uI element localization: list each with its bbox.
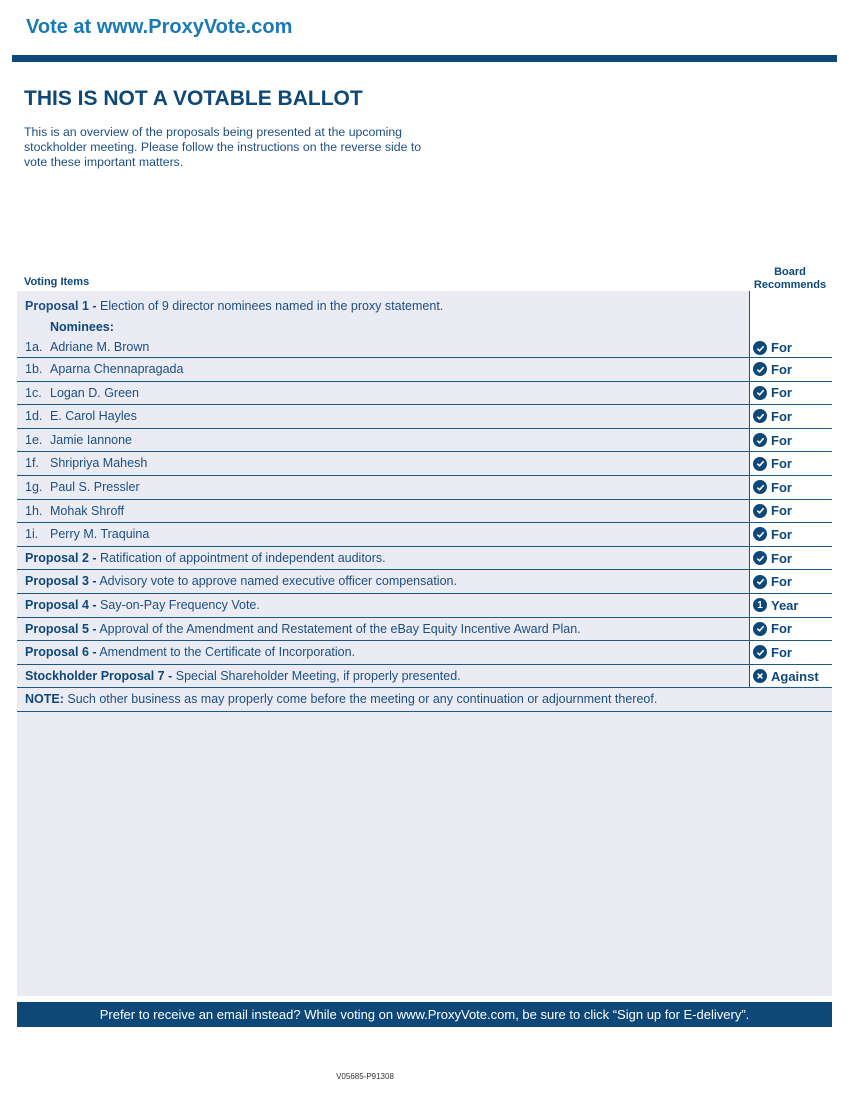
nominee-number: 1e. (25, 432, 43, 447)
intro-paragraph: This is an overview of the proposals being presented at the upcoming stockholder meeting. Please follow the instructions on the reverse side to vote these important matters. (24, 125, 422, 169)
check-circle-icon (753, 575, 767, 589)
check-circle-icon (753, 341, 767, 355)
recommendation-for (749, 358, 832, 381)
recommendation-for (749, 382, 832, 405)
proposal-text: Say-on-Pay Frequency Vote. (100, 597, 260, 612)
nominee-number: 1g. (25, 479, 43, 494)
nominee-number: 1c. (25, 385, 42, 400)
proposal-label: Proposal 5 - (25, 621, 97, 636)
proposal-row (17, 570, 832, 594)
proposal-text: Special Shareholder Meeting, if properly presented. (175, 668, 461, 683)
nominee-number: 1h. (25, 503, 43, 518)
recommendation-label: For (771, 550, 792, 566)
recommendation-label: For (771, 340, 792, 355)
recommendation (749, 570, 832, 593)
recommendation-for (749, 405, 832, 428)
proposal-row (17, 618, 832, 642)
recommendation-for (749, 476, 832, 499)
note-label: NOTE: (25, 692, 64, 707)
proposal-1-row (17, 291, 832, 358)
nominee-number: 1a. (25, 340, 43, 354)
check-circle-icon (753, 362, 767, 376)
check-circle-icon (753, 551, 767, 565)
check-circle-icon (753, 386, 767, 400)
proposal-label: Proposal 2 - (25, 550, 97, 565)
column-header-board-recommends (749, 266, 831, 292)
nominee-row (17, 523, 832, 547)
column-header-voting-items: Voting Items (24, 276, 90, 288)
e-delivery-banner: Prefer to receive an email instead? While voting on www.ProxyVote.com, be sure to click “Sign up for E-delivery”. (17, 1002, 832, 1027)
check-circle-icon (753, 433, 767, 447)
recommendation-label: For (771, 574, 792, 590)
nominee-name: Perry M. Traquina (50, 527, 150, 542)
recommendation-for (749, 452, 832, 475)
voting-items-table (17, 291, 832, 712)
recommendation-label: For (771, 456, 792, 472)
board-label: Board (774, 266, 806, 278)
recommendation (749, 594, 832, 617)
check-circle-icon (753, 645, 767, 659)
nominee-number: 1f. (25, 456, 39, 471)
nominee-row (17, 429, 832, 453)
proposal-text: Approval of the Amendment and Restatement of the eBay Equity Incentive Award Plan. (99, 621, 581, 636)
proposal-label: Proposal 3 - (25, 574, 97, 589)
proposal-row (17, 665, 832, 689)
recommendation-label: For (771, 408, 792, 424)
proposal-row (17, 547, 832, 571)
nominee-row (17, 405, 832, 429)
nominee-name: Mohak Shroff (50, 503, 125, 518)
nominees-label: Nominees: (50, 320, 114, 334)
note-row (17, 688, 832, 712)
recommendation-label: Year (771, 597, 799, 613)
recommendation-label: For (771, 621, 792, 637)
proposal-row (17, 641, 832, 665)
nominee-row (17, 500, 832, 524)
proposal-1-text: Election of 9 director nominees named in the proxy statement. (100, 299, 444, 313)
nominee-number: 1b. (25, 362, 43, 376)
proposal-1-label: Proposal 1 - (25, 299, 97, 313)
proposal-row (17, 594, 832, 618)
proposal-text: Amendment to the Certificate of Incorporation. (99, 645, 356, 660)
recommendation (749, 665, 832, 688)
recommendation (749, 547, 832, 570)
proposal-text: Ratification of appointment of independent auditors. (100, 550, 386, 565)
recommendation-label: For (771, 432, 792, 448)
nominee-name: Jamie Iannone (50, 432, 133, 447)
recommendation-for (749, 500, 832, 523)
check-circle-icon (753, 504, 767, 518)
check-circle-icon (753, 622, 767, 636)
nominee-name: E. Carol Hayles (50, 409, 137, 424)
nominee-name: Aparna Chennapragada (50, 362, 184, 376)
nominee-row (17, 452, 832, 476)
nominee-row (17, 476, 832, 500)
recommendation (749, 641, 832, 664)
recommendation-label: Against (771, 668, 819, 684)
vote-url-header: Vote at www.ProxyVote.com (26, 16, 293, 38)
proposal-label: Proposal 6 - (25, 645, 97, 660)
check-circle-icon (753, 480, 767, 494)
check-circle-icon (753, 457, 767, 471)
recommendation-for (749, 523, 832, 546)
recommendation-for (749, 291, 832, 357)
proposal-label: Stockholder Proposal 7 - (25, 668, 173, 683)
recommendation-label: For (771, 479, 792, 495)
top-divider (12, 55, 837, 62)
nominee-name: Paul S. Pressler (50, 479, 140, 494)
nominee-row (17, 382, 832, 406)
page-title: THIS IS NOT A VOTABLE BALLOT (24, 87, 363, 110)
x-circle-icon (753, 669, 767, 683)
document-code: V05685-P91308 (336, 1072, 394, 1081)
note-text: Such other business as may properly come before the meeting or any continuation or adjournment thereof. (67, 692, 658, 707)
recommendation-label: For (771, 385, 792, 401)
nominee-number: 1i. (25, 527, 39, 542)
recommends-label: Recommends (753, 279, 827, 291)
recommendation (749, 618, 832, 641)
recommendation-label: For (771, 526, 792, 542)
check-circle-icon (753, 409, 767, 423)
nominee-number: 1d. (25, 409, 43, 424)
proposal-text: Advisory vote to approve named executive officer compensation. (99, 574, 457, 589)
proposal-label: Proposal 4 - (25, 597, 97, 612)
nominee-name: Adriane M. Brown (50, 340, 150, 354)
recommendation-label: For (771, 361, 792, 377)
nominee-name: Logan D. Green (50, 385, 139, 400)
recommendation-for (749, 429, 832, 452)
nominee-name: Shripriya Mahesh (50, 456, 148, 471)
one-circle-icon: 1 (753, 598, 767, 612)
check-circle-icon (753, 527, 767, 541)
recommendation-label: For (771, 644, 792, 660)
nominee-row (17, 358, 832, 382)
recommendation-label: For (771, 503, 792, 519)
